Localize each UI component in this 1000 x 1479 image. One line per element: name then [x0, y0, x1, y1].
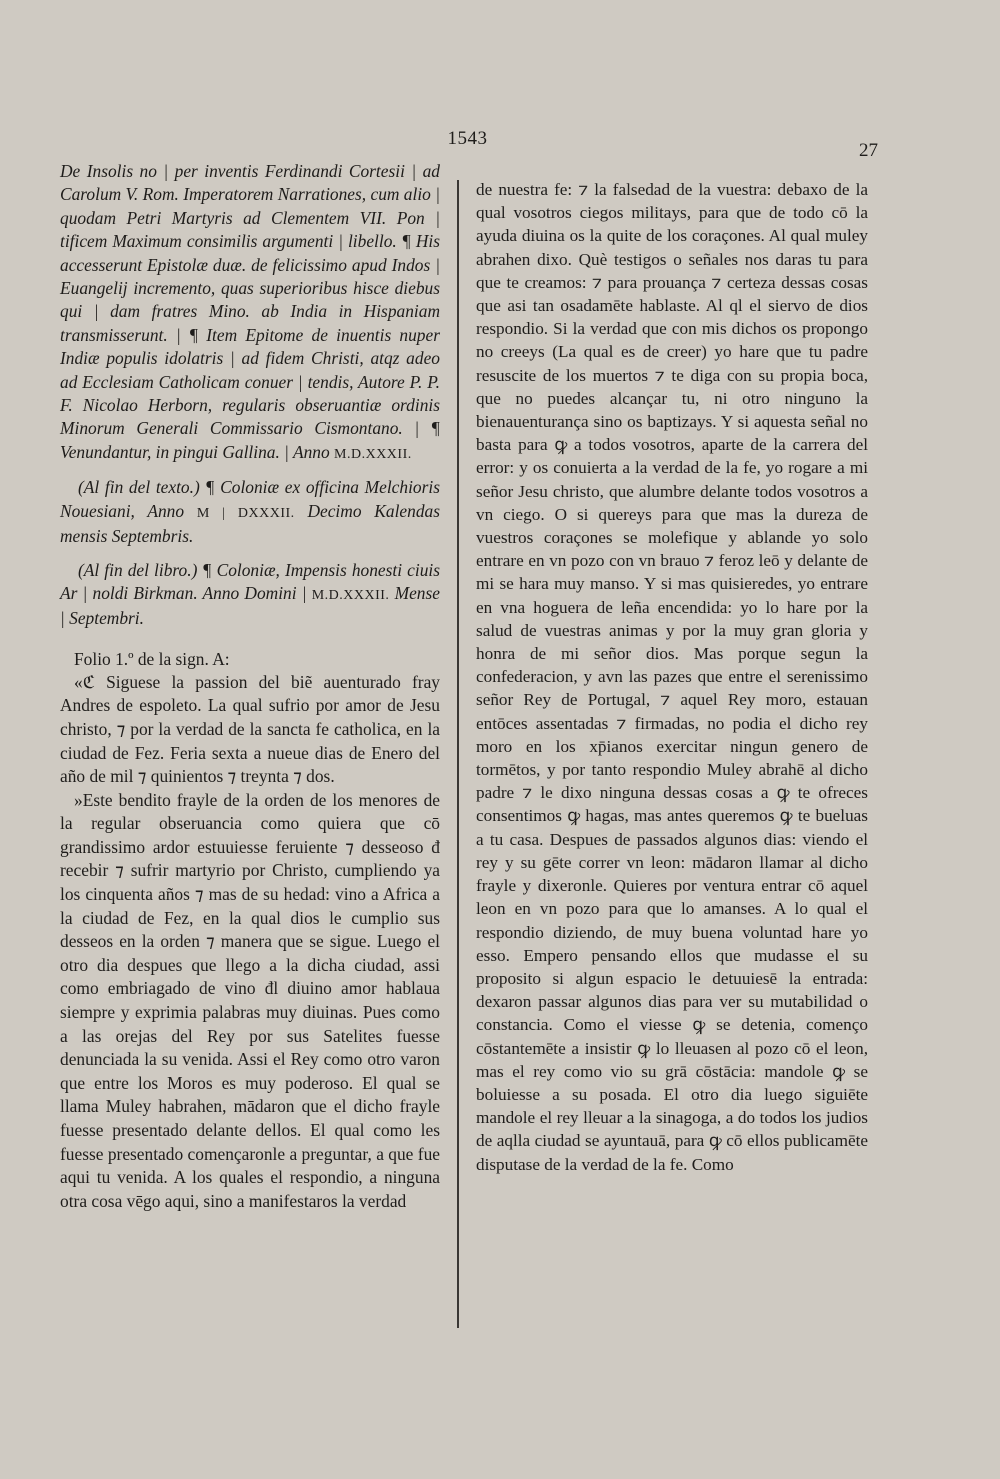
running-head-year: 1543: [447, 128, 488, 149]
colophon-book-year: M.D.XXXII.: [311, 587, 390, 603]
right-column-text: de nuestra fe: ⁊ la falsedad de la vuestra: debaxo de la qual vosotros ciegos militays, para que de todo cō la ayuda diuina os la quite de los coraçones. Al qual muley abrahen dixo. Què testigos o señales nos daras tu para que te creamos: ⁊ para prouança ⁊ certeza dessas cosas que asi tan osadamēte hablaste. Al ql el siervo de dios respondio. Si la verdad que con mis dichos os propongo no creeys (La qual es de creer) yo hare que tu padre resuscite de los muertos ⁊ te diga con su propia boca, que no puedes alcançar tu, ni otro ninguno la bienauenturança sino os baptizays. Y si aquesta señal no basta para ꝙ a todos vosotros, aparte de la carrera del error: y os conuierta a la verdad de la fe, yo rogare a mi señor Jesu christo, que alumbre delante todos vosotros a vn ciego. O si quereys para que mas la dureza de vuestros coraçones se molefique y ablande yo solo entrare en vn pozo con vn brauo ⁊ feroz leō y delante de mi se hara muy manso. Y si mas quisieredes, yo entrare en vna hoguera de leña encendida: yo lo hare por la salud de vuestras animas y por la muy gran gloria y honra de mi señor dios. Mas porque segun la confederacion, y avn las pazes que entre el serenissimo señor Rey de Portugal, ⁊ aquel Rey moro, estauan entōces assentadas ⁊ firmadas, no podia el dicho rey moro en los xp̄ianos exercitar ningun genero de tormētos, y por tanto respondio Muley abrahē al dicho padre ⁊ le dixo ninguna dessas cosas a ꝙ te ofreces consentimos ꝙ hagas, mas antes queremos ꝙ te bueluas a tu casa. Despues de passados algunos dias: viendo el rey y su gēte correr vn leon: mādaron llamar al dicho frayle y dixeronle. Quieres por ventura entrar cō aquel leon en vn pozo para que lo amanses. A lo qual el respondio diziendo, de muy buena voluntad hare yo esso. Empero pensando ellos que mudasse el su proposito si algun espacio le detuuiesē la entrada: dexaron passar algunos dias para ver su mutabilidad o constancia. Como el viesse ꝙ se detenia, començo cōstantemēte a insistir ꝙ lo lleuasen al pozo cō el leon, mas el rey como vio su grā cōstācia: mandole ꝙ se boluiesse a su posada. El otro dia luego siguiēte mandole el rey lleuar a la sinagoga, a do todos los judios de aqlla ciudad se ayuntauā, para ꝙ cō ellos publicamēte disputase de la verdad de la fe. Como: [476, 180, 868, 1174]
paragraph-narrative: »Este bendito frayle de la orden de los menores de la regular obseruancia como quiera que cō grandissimo ardor estuuiesse feruiente ⁊ desseoso đ recebir ⁊ sufrir martyrio por Christo, cumpliendo ya los cinquenta años ⁊ mas de su hedad: vino a Africa a la ciudad de Fez, en la qual dios le cumplio sus desseos en la orden ⁊ manera que se sigue. Luego el otro dia despues que llego a la dicha ciudad, assi como embriagado de vino đl diuino amor hablaua siempre y exprimia palabras muy diuinas. Pues como a las orejas del Rey por sus Satelites fuesse denunciada la su venida. Assi el Rey como otro varon que entre los Moros es muy poderoso. El qual se llama Muley habrahen, mādaron que el dicho frayle fuesse presentado delante dellos. El qual como les fuesse presentado començaronle a preguntar, a que fue aqui tu venida. A los quales el respondio, a ninguna otra cosa vēgo aqui, sino a manifestaros la verdad: [60, 789, 440, 1211]
colophon-book-a: (Al fin del libro.) ¶ Coloniæ, Impensis honesti ciuis Ar | noldi Birkman. Anno Domini |: [60, 559, 440, 603]
column-divider: [457, 180, 459, 1328]
colophon-book: [60, 559, 440, 631]
biblio-year: M.D.XXXII.: [334, 446, 412, 462]
left-column: [60, 160, 440, 1213]
folio-line: Folio 1.º de la sign. A:: [74, 648, 230, 669]
colophon-book-b: Mense | Septembri.: [60, 582, 440, 629]
page-number: 27: [859, 140, 878, 161]
bibliographic-entry: [60, 160, 440, 466]
right-column: [476, 178, 868, 1176]
biblio-title: De Insolis no | per inventis Ferdinandi Cortesii | ad Carolum V. Rom. Imperatorem Narrationes, cum alio | quodam Petri Martyris ad Clementem VII. Pon | tificem Maximum consimilis argumenti | libello. ¶ His accesserunt Epistolæ duæ. de felicissimo apud Indos | Euangelij incremento, quas superioribus hisce diebus qui | dam fratres Mino. ab India in Hispaniam transmisserunt. | ¶ Item Epitome de inuentis nuper Indiæ populis idolatris | ad fidem Christi, atqz adeo ad Ecclesiam Catholicam conuer | tendis, Autore P. P. F. Nicolao Herborn, regularis obseruantiæ ordinis Minorum Generali Commissario Cismontano. | ¶ Venundantur, in pingui Gallina. | Anno: [60, 161, 440, 462]
paragraph-incipit: «ℭ Siguese la passion del biẽ auenturado fray Andres de espoleto. La qual sufrio por amor de Jesu christo, ⁊ por la verdad de la sancta fe catholica, en la ciudad de Fez. Feria sexta a nueue dias de Enero del año de mil ⁊ quinientos ⁊ treynta ⁊ dos.: [60, 671, 440, 787]
colophon-text-year: M | DXXXII.: [196, 505, 295, 521]
colophon-text-b: Decimo Kalendas mensis Septembris.: [60, 500, 440, 547]
colophon-text: [60, 476, 440, 548]
colophon-text-a: (Al fin del texto.) ¶ Coloniæ ex officina Melchioris Nouesiani, Anno: [60, 477, 440, 521]
